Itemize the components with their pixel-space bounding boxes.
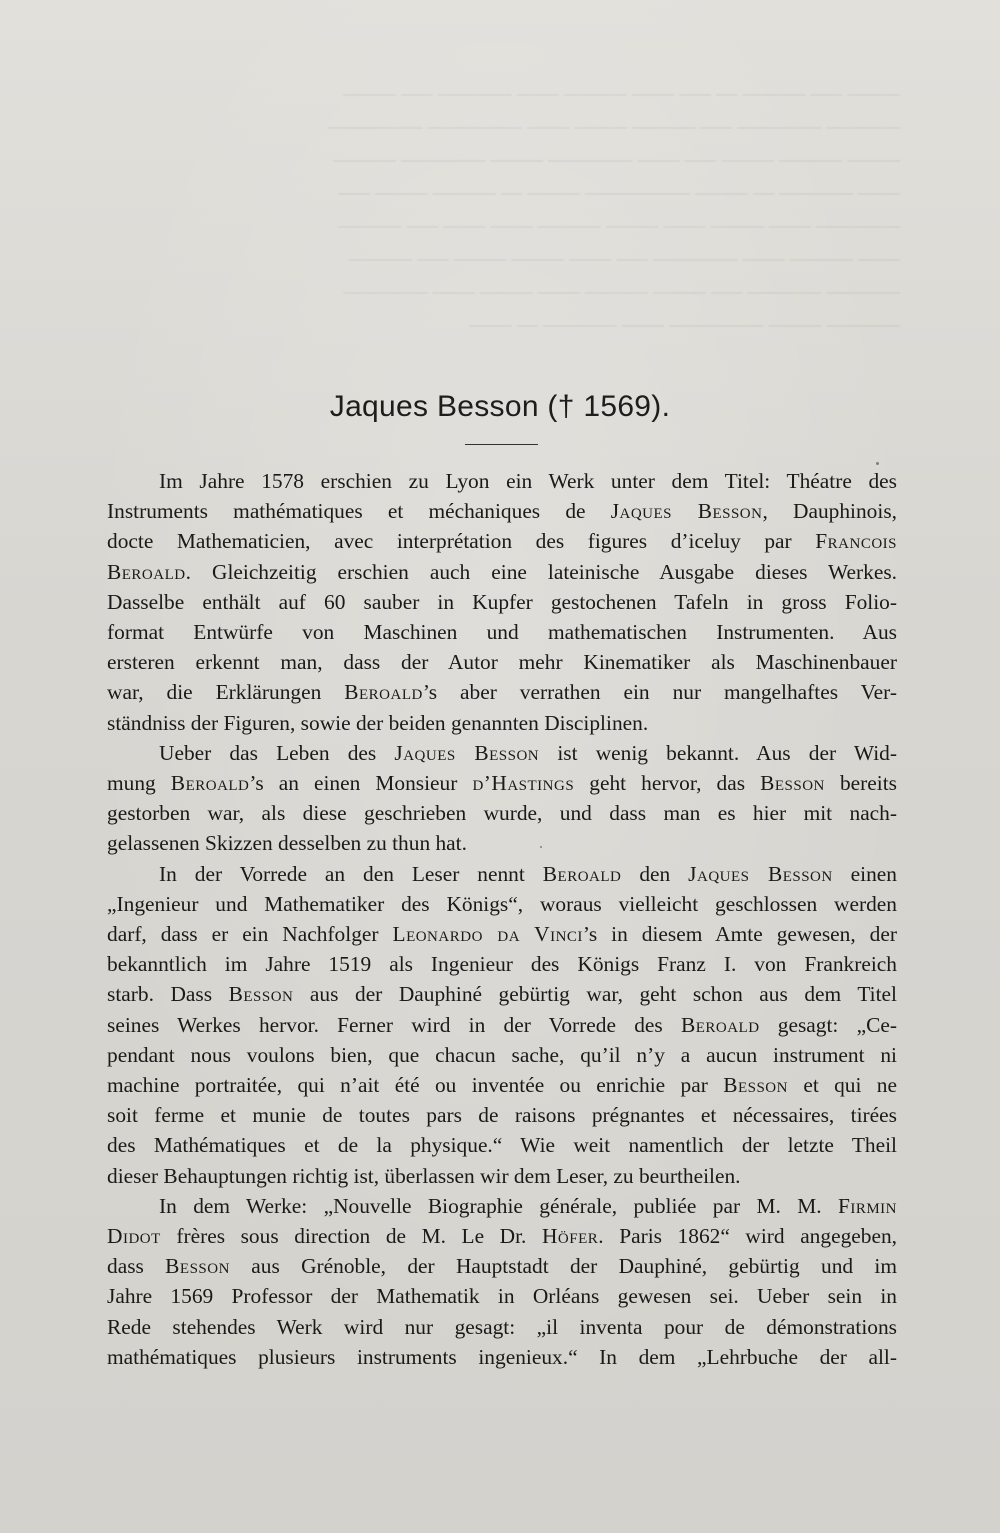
text-line [107,466,897,496]
small-caps-name: Jaques Besson [610,499,763,524]
text-run: , Dauphinois, [762,499,897,524]
text-line [107,1251,897,1281]
text-run: ’s in diesem Amte gewesen, der [582,922,897,947]
text-run: bekanntlich im Jahre 1519 als Ingenieur des Königs Franz I. von Frankreich [107,952,897,977]
small-caps-name: Leonardo da Vinci [392,922,583,947]
small-caps-name: Beroald [170,771,250,796]
text-line [107,617,897,647]
text-line [107,1040,897,1070]
text-run: ’s aber verrathen ein nur mangelhaftes Ver- [422,680,897,705]
text-run: et qui ne [787,1073,897,1098]
small-caps-name: Beroald [107,559,186,584]
text-run: aus der Dauphiné gebürtig war, geht schon aus dem Titel [293,982,897,1007]
text-run: Ueber das Leben des [159,740,395,765]
text-run: Im Jahre 1578 erschien zu Lyon ein Werk unter dem Titel: Théatre des [159,469,897,493]
text-run: dass [107,1254,166,1279]
small-caps-name: Beroald [542,861,622,886]
text-line [107,738,897,768]
text-run: den [621,861,689,886]
text-line [107,557,897,587]
text-run: ’s an einen Monsieur [249,771,473,796]
text-run: Rede stehendes Werk wird nur gesagt: „il inventa pour de démonstrations [107,1314,897,1339]
small-caps-name: d’Hastings [472,771,575,796]
text-run: geht hervor, das [574,771,761,796]
small-caps-name: Besson [723,1073,788,1098]
text-run: gelassenen Skizzen desselben zu thun hat. [107,831,467,856]
text-run: In dem Werke: „Nouvelle Biographie générale, publiée par M. M. [159,1193,838,1218]
text-line [107,526,897,556]
text-line [107,1221,897,1251]
text-run: mathématiques plusieurs instruments ingenieux.“ In dem „Lehrbuche der all- [107,1344,897,1369]
text-line [107,1010,897,1040]
text-line [107,798,897,828]
text-run: Dasselbe enthält auf 60 sauber in Kupfer gestochenen Tafeln in gross Folio- [107,589,897,614]
text-run: „Ingenieur und Mathematiker des Königs“, woraus vielleicht geschlossen werden [107,891,897,916]
text-line [107,919,897,949]
text-run: . Gleichzeitig erschien auch eine lateinische Ausgabe dieses Werkes. [185,559,897,584]
text-run: gestorben war, als diese geschrieben wurde, und dass man es hier mit nach- [107,801,897,826]
text-run: format Entwürfe von Maschinen und mathematischen Instrumenten. Aus [107,620,897,645]
text-run: pendant nous voulons bien, que chacun sache, qu’il n’y a aucun instrument ni [107,1042,897,1067]
text-run: ist wenig bekannt. Aus der Wid- [539,740,897,765]
title-divider [465,444,538,445]
text-run: ersteren erkennt man, dass der Autor mehr Kinematiker als Maschinenbauer [107,650,897,675]
text-line [107,587,897,617]
text-line [107,859,897,889]
small-caps-name: Besson [228,982,294,1007]
text-run: bereits [824,771,897,796]
text-run: . Paris 1862“ wird angegeben, [598,1224,897,1249]
small-caps-name: Jaques Besson [688,861,833,886]
show-through-text: _____ ___ ______ __ ___ ____ ______ ____ _______ ___ _____ _______ ________ ___ ______ _____ ____ _________ _________ _____ ______ _____ ___ ____ ________ _____ ________ ______ ____ _______ __ _____ __________ _____ __ ______ _____ ___ ________ ____ _____ ____ _____ ______ ____ ____ ___ ______ ____ ______ ____ ________ ___ ____ _____ _____ ___ ______ _______ _______ ___ _____ ______ ____ _____ ____ ________ _______ _____ _________ ____ _______ __ ____ [327,74,900,329]
text-line [107,1342,897,1372]
text-run: einen [832,861,898,886]
text-run: frères sous direction de M. Le Dr. [160,1224,542,1249]
text-run: starb. Dass [107,982,229,1007]
small-caps-name: Beroald [344,680,423,705]
text-run: mung [107,771,171,796]
text-line [107,1191,897,1221]
page-title: Jaques Besson († 1569). [329,390,671,423]
text-line [107,979,897,1009]
text-run: ständniss der Figuren, sowie der beiden genannten Disciplinen. [107,710,649,735]
text-line [107,1070,897,1100]
text-run: soit ferme et munie de toutes pars de raisons prégnantes et nécessaires, tirées [107,1103,897,1128]
scan-speck [540,846,542,848]
text-line [107,828,897,858]
text-run: gesagt: „Ce- [759,1012,897,1037]
small-caps-name: Besson [760,771,825,796]
text-line [107,647,897,677]
text-line [107,677,897,707]
text-line [107,708,897,738]
text-run: des Mathématiques et de la physique.“ Wie weit namentlich der letzte Theil [107,1133,897,1158]
text-run: aus Grénoble, der Hauptstadt der Dauphiné, gebürtig und im [229,1254,897,1279]
scan-speck [876,462,879,465]
small-caps-name: Beroald [680,1012,760,1037]
body-text [107,466,897,1372]
text-run: docte Mathematicien, avec interprétation des figures d’iceluy par [107,529,816,554]
text-run: Jahre 1569 Professor der Mathematik in Orléans gewesen sei. Ueber sein in [107,1284,897,1309]
text-run: seines Werkes hervor. Ferner wird in der Vorrede des [107,1012,681,1037]
text-run: dieser Behauptungen richtig ist, überlassen wir dem Leser, zu beurtheilen. [107,1163,741,1188]
small-caps-name: Besson [165,1254,230,1279]
small-caps-name: Didot [107,1224,161,1249]
small-caps-name: Höfer [541,1224,599,1249]
text-line [107,889,897,919]
text-line [107,1312,897,1342]
text-run: In der Vorrede an den Leser nennt [159,861,543,886]
text-line [107,496,897,526]
text-line [107,768,897,798]
small-caps-name: Jaques Besson [394,740,540,765]
text-line [107,1161,897,1191]
text-line [107,949,897,979]
small-caps-name: Francois [815,529,897,554]
text-run: Instruments mathématiques et méchaniques de [107,499,611,524]
text-line [107,1100,897,1130]
text-run: machine portraitée, qui n’ait été ou inventée ou enrichie par [107,1073,724,1098]
text-run: darf, dass er ein Nachfolger [107,922,393,947]
small-caps-name: Firmin [837,1193,897,1218]
text-line [107,1281,897,1311]
text-line [107,1130,897,1160]
text-run: war, die Erklärungen [107,680,345,705]
